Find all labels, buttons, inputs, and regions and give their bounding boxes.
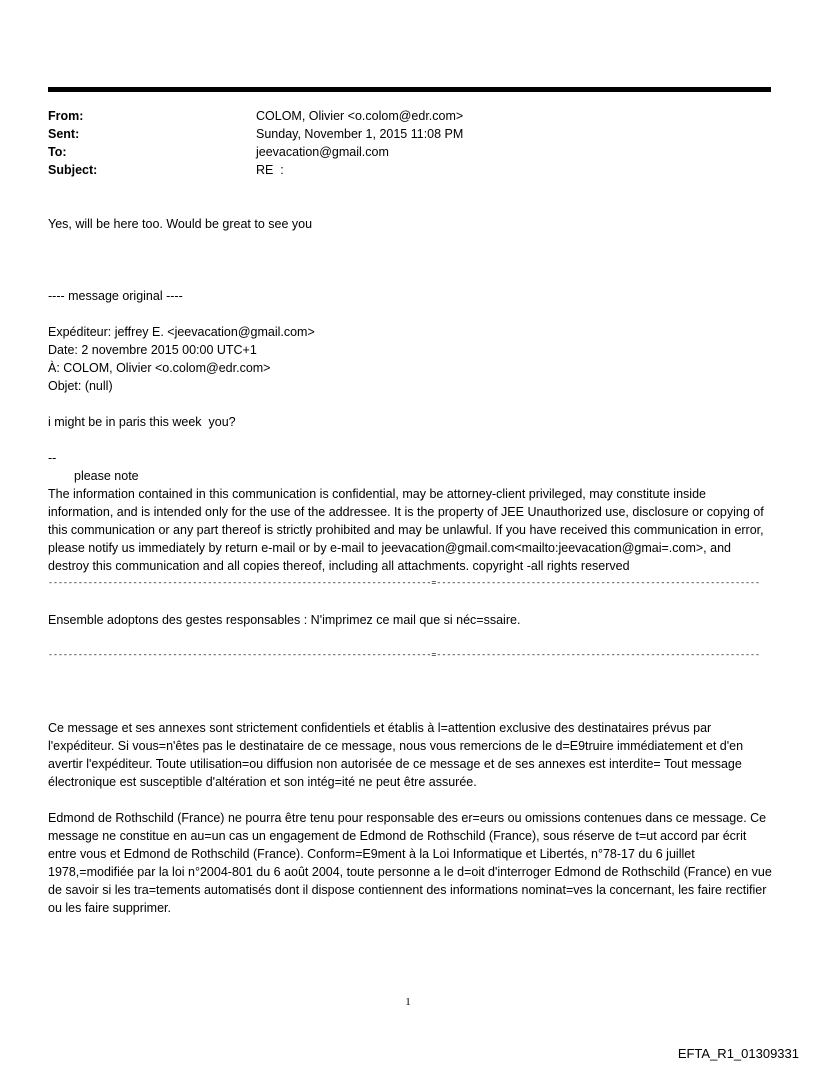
- confidentiality-notice-fr: Ce message et ses annexes sont strictement confidentiels et établis à l=attention exclusive des destinataires prévus par l'expéditeur. Si vous=n'êtes pas le destinataire de ce message, nous vous remercions de le d=E9truire immédiatement et d'en avertir l'expéditeur. Toute utilisation=ou diffusion non autorisée de ce message et de ses annexes est interdite= Tout message électronique est susceptible d'altération et son intég=ité ne peut être assurée.: [48, 721, 747, 789]
- signature-note: please note: [74, 469, 139, 483]
- liability-notice-fr: Edmond de Rothschild (France) ne pourra être tenu pour responsable des er=eurs ou omissions contenues dans ce message. Ce message ne constitue en au=un cas un engagement de Edmond de Rothschild (France), sous réserve de t=ut accord par écrit entre vous et Edmond de Rothschild (France). Conform=E9ment à la Loi Informatique et Libertés, n°78-17 du 6 juillet 1978,=modifiée par la loi n°2004-801 du 6 août 2004, toute personne a le d=oit d'interroger Edmond de Rothschild (France) en vue de savoir si les tra=tements automatisés dont il dispose contiennent des informations nominat=ves la concernant, les faire rectifier ou les faire supprimer.: [48, 811, 776, 915]
- from-value: COLOM, Olivier <o.colom@edr.com>: [256, 109, 464, 123]
- separator-line: -----------------------------------------------------------------------------=-----------------------------------------------------------------: [48, 579, 760, 588]
- header-rule: [48, 87, 771, 92]
- original-to: À: COLOM, Olivier <o.colom@edr.com>: [48, 361, 271, 375]
- original-from: Expéditeur: jeffrey E. <jeevacation@gmail.com>: [48, 325, 315, 339]
- email-header: [48, 107, 748, 179]
- from-row: [48, 107, 748, 125]
- sent-value: Sunday, November 1, 2015 11:08 PM: [256, 127, 464, 141]
- document-id: EFTA_R1_01309331: [677, 1046, 799, 1061]
- reply-text: Yes, will be here too. Would be great to see you: [48, 217, 313, 231]
- eco-print-note: Ensemble adoptons des gestes responsables : N'imprimez ce mail que si néc=ssaire.: [48, 613, 521, 627]
- original-date: Date: 2 novembre 2015 00:00 UTC+1: [48, 343, 257, 357]
- email-body: [48, 215, 776, 917]
- to-row: [48, 143, 748, 161]
- from-label: From:: [48, 109, 84, 123]
- page-number: 1: [405, 996, 411, 1008]
- legal-disclaimer: The information contained in this communication is confidential, may be attorney-client privileged, may constitute inside information, and is intended only for the use of the addressee. It is the property of JEE Unauthorized use, disclosure or copying of this communication or any part thereof is strictly prohibited and may be unlawful. If you have received this communication in error, please notify us immediately by return e-mail or by e-mail to jeevacation@gmail.com<mailto:jeevacation@gmai=.com>, and destroy this communication and all copies thereof, including all attachments. copyright -all rights reserved: [48, 487, 768, 573]
- original-message-marker: ---- message original ----: [48, 289, 183, 303]
- signature-dash: --: [48, 451, 57, 465]
- to-value: jeevacation@gmail.com: [256, 145, 389, 159]
- subject-label: Subject:: [48, 163, 98, 177]
- separator-line: -----------------------------------------------------------------------------=-----------------------------------------------------------------: [48, 651, 760, 660]
- subject-value: RE :: [256, 163, 284, 177]
- original-subject: Objet: (null): [48, 379, 113, 393]
- subject-row: [48, 161, 748, 179]
- sent-label: Sent:: [48, 127, 80, 141]
- to-label: To:: [48, 145, 67, 159]
- sent-row: [48, 125, 748, 143]
- original-message: i might be in paris this week you?: [48, 415, 236, 429]
